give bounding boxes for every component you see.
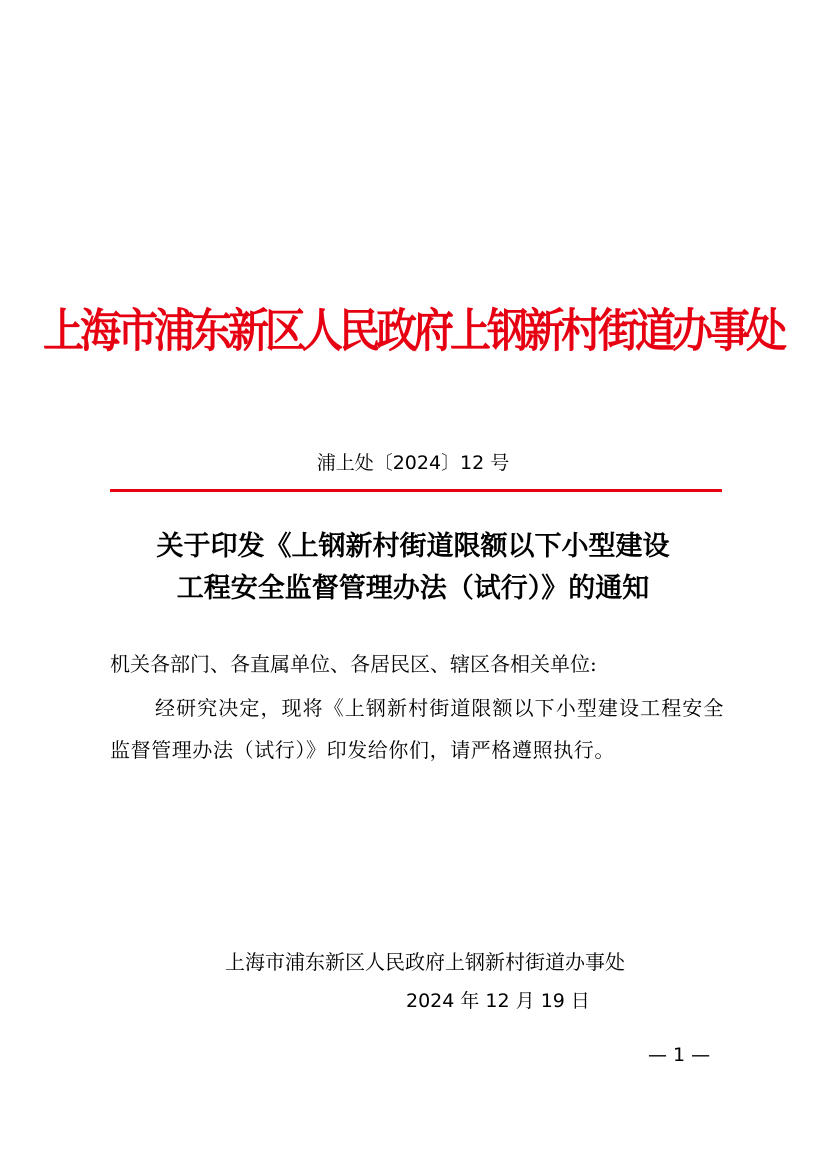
document-title bbox=[100, 526, 726, 610]
document-number: 浦上处〔2024〕12 号 bbox=[316, 452, 510, 474]
signing-date: 2024 年 12 月 19 日 bbox=[406, 990, 590, 1012]
document-title-line-2: 工程安全监督管理办法（试行）》的通知 bbox=[176, 573, 650, 604]
document-title-line-1: 关于印发《上钢新村街道限额以下小型建设 bbox=[156, 531, 670, 562]
issuer-header: 上海市浦东新区人民政府上钢新村街道办事处 bbox=[43, 304, 783, 358]
issuer-signature: 上海市浦东新区人民政府上钢新村街道办事处 bbox=[225, 950, 625, 974]
salutation: 机关各部门、各直属单位、各居民区、辖区各相关单位: bbox=[110, 652, 597, 676]
red-divider-line bbox=[110, 489, 722, 492]
body-paragraph: 经研究决定，现将《上钢新村街道限额以下小型建设工程安全监督管理办法（试行）》印发给你们，请严格遵照执行。 bbox=[110, 696, 724, 762]
page-number: — 1 — bbox=[648, 1044, 711, 1066]
